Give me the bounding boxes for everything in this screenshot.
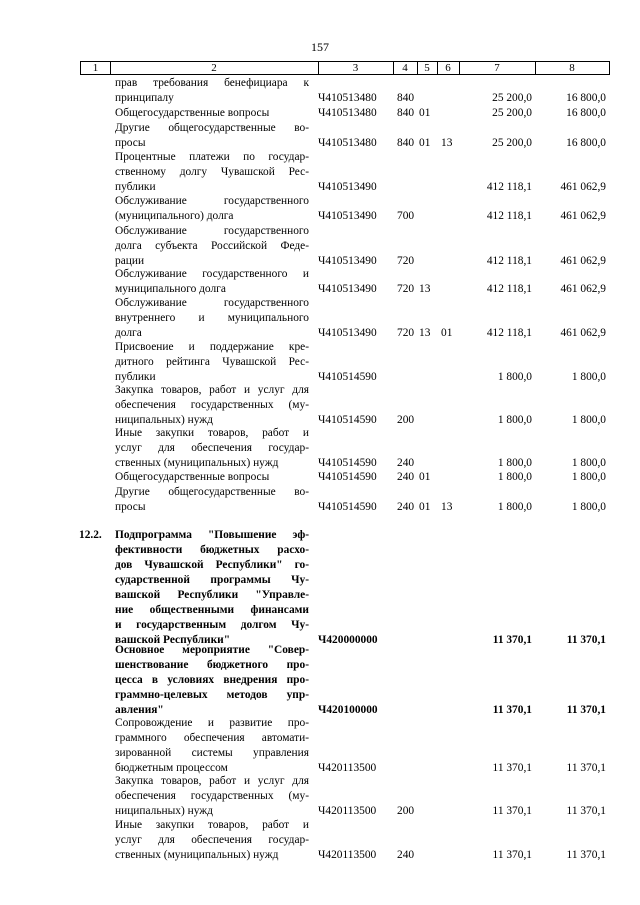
target-code: Ч420000000 (318, 634, 378, 646)
expense-type: 200 (397, 414, 415, 426)
expense-type: 200 (397, 805, 415, 817)
amount-year-2: 1 800,0 (571, 371, 606, 383)
expense-type: 720 (397, 283, 415, 295)
row-description (115, 224, 309, 269)
row-description (115, 106, 309, 121)
description-line: Общегосударственные вопросы (115, 107, 270, 119)
expense-type: 720 (397, 327, 415, 339)
amount-year-1: 25 200,0 (492, 107, 532, 119)
description-line: Обслуживание государственного и (115, 268, 309, 280)
amount-year-1: 412 118,1 (486, 327, 532, 339)
description-line: Иные закупки товаров, работ и (115, 427, 309, 439)
target-code: Ч410514590 (318, 457, 377, 469)
target-code: Ч420113500 (318, 762, 377, 774)
expense-type: 840 (397, 137, 415, 149)
amount-year-2: 461 062,9 (560, 283, 606, 295)
amount-year-1: 11 370,1 (492, 704, 532, 716)
header-col-1: 1 (92, 62, 99, 74)
amount-year-1: 25 200,0 (492, 92, 532, 104)
amount-year-1: 11 370,1 (492, 762, 532, 774)
expense-type: 240 (397, 457, 415, 469)
row-description (115, 296, 309, 341)
expense-type: 700 (397, 210, 415, 222)
amount-year-1: 11 370,1 (492, 805, 532, 817)
target-code: Ч420100000 (318, 704, 378, 716)
amount-year-2: 461 062,9 (560, 210, 606, 222)
row-description (115, 426, 309, 471)
description-line: долга субъекта Российской Феде- (115, 240, 309, 252)
amount-year-2: 461 062,9 (560, 255, 606, 267)
target-code: Ч410513490 (318, 255, 377, 267)
row-description (115, 340, 309, 385)
amount-year-2: 11 370,1 (566, 634, 606, 646)
description-line: ственных (муниципальных) нужд (115, 849, 279, 861)
expense-type: 240 (397, 501, 415, 513)
header-col-4: 4 (402, 62, 408, 74)
row-description (115, 485, 309, 515)
description-line: и государственным долгом Чу- (115, 619, 309, 631)
amount-year-1: 1 800,0 (497, 371, 532, 383)
description-line: принципалу (115, 92, 174, 104)
amount-year-1: 11 370,1 (492, 849, 532, 861)
header-col-6: 6 (445, 62, 451, 74)
target-code: Ч410514590 (318, 471, 377, 483)
amount-year-2: 16 800,0 (566, 107, 606, 119)
target-code: Ч410513490 (318, 210, 377, 222)
description-line: ниципальных) нужд (115, 805, 213, 817)
description-line: фективности бюджетных расхо- (115, 544, 309, 556)
description-line: вашской Республики" (115, 634, 231, 646)
description-line: обеспечения государственных (му- (115, 399, 309, 411)
amount-year-2: 461 062,9 (560, 327, 606, 339)
description-line: граммного обеспечения автомати- (115, 732, 309, 744)
description-line: дов Чувашской Республики" го- (115, 559, 309, 571)
description-line: прав требования бенефициара к (115, 77, 309, 89)
description-line: Процентные платежи по государ- (115, 151, 309, 163)
section: 01 (419, 471, 431, 483)
target-code: Ч410513480 (318, 137, 377, 149)
expense-type: 240 (397, 849, 415, 861)
amount-year-2: 1 800,0 (571, 457, 606, 469)
description-line: зированной системы управления (115, 747, 309, 759)
amount-year-2: 1 800,0 (571, 471, 606, 483)
expense-type: 840 (397, 107, 415, 119)
amount-year-2: 1 800,0 (571, 414, 606, 426)
header-col-7: 7 (494, 62, 500, 74)
description-line: Подпрограмма "Повышение эф- (115, 529, 309, 541)
row-description (115, 528, 309, 648)
amount-year-2: 16 800,0 (566, 137, 606, 149)
target-code: Ч410514590 (318, 501, 377, 513)
description-line: долга (115, 327, 142, 339)
amount-year-2: 11 370,1 (566, 762, 606, 774)
description-line: просы (115, 501, 146, 513)
description-line: просы (115, 137, 146, 149)
description-line: внутреннего и муниципального (115, 312, 309, 324)
target-code: Ч420113500 (318, 849, 377, 861)
row-description (115, 643, 309, 718)
row-description (115, 470, 309, 485)
description-line: Закупка товаров, работ и услуг для (115, 384, 309, 396)
description-line: Иные закупки товаров, работ и (115, 819, 309, 831)
amount-year-2: 1 800,0 (571, 501, 606, 513)
description-line: рации (115, 255, 145, 267)
description-line: обеспечения государственных (му- (115, 790, 309, 802)
amount-year-2: 11 370,1 (566, 704, 606, 716)
section: 01 (419, 137, 431, 149)
row-description (115, 150, 309, 195)
description-line: (муниципального) долга (115, 210, 234, 222)
row-description (115, 194, 309, 224)
row-number: 12.2. (79, 529, 102, 541)
row-description (115, 76, 309, 106)
description-line: Сопровождение и развитие про- (115, 717, 309, 729)
row-description (115, 121, 309, 151)
expense-type: 840 (397, 92, 415, 104)
description-line: муниципального долга (115, 283, 226, 295)
description-line: шенствование бюджетного про- (115, 659, 309, 671)
row-description (115, 774, 309, 819)
section: 13 (419, 283, 431, 295)
amount-year-1: 412 118,1 (486, 210, 532, 222)
description-line: Другие общегосударственные во- (115, 486, 309, 498)
description-line: Обслуживание государственного (115, 225, 309, 237)
target-code: Ч410513480 (318, 107, 377, 119)
description-line: Закупка товаров, работ и услуг для (115, 775, 309, 787)
target-code: Ч420113500 (318, 805, 377, 817)
description-line: публики (115, 181, 156, 193)
amount-year-1: 1 800,0 (497, 501, 532, 513)
amount-year-2: 461 062,9 (560, 181, 606, 193)
description-line: граммно-целевых методов упр- (115, 689, 309, 701)
description-line: Обслуживание государственного (115, 297, 309, 309)
description-line: дитного рейтинга Чувашской Рес- (115, 356, 309, 368)
table-header (80, 61, 610, 75)
amount-year-1: 1 800,0 (497, 457, 532, 469)
amount-year-1: 1 800,0 (497, 414, 532, 426)
target-code: Ч410514590 (318, 371, 377, 383)
amount-year-2: 11 370,1 (566, 849, 606, 861)
amount-year-2: 11 370,1 (566, 805, 606, 817)
target-code: Ч410514590 (318, 414, 377, 426)
header-col-3: 3 (352, 62, 359, 74)
description-line: цесса в условиях внедрения про- (115, 674, 309, 686)
row-description (115, 818, 309, 863)
description-line: бюджетным процессом (115, 762, 228, 774)
expense-type: 240 (397, 471, 415, 483)
target-code: Ч410513490 (318, 327, 377, 339)
description-line: Обслуживание государственного (115, 195, 309, 207)
description-line: Другие общегосударственные во- (115, 122, 309, 134)
target-code: Ч410513490 (318, 181, 377, 193)
amount-year-1: 412 118,1 (486, 181, 532, 193)
description-line: услуг для обеспечения государ- (115, 442, 309, 454)
description-line: ственному долгу Чувашской Рес- (115, 166, 309, 178)
description-line: Общегосударственные вопросы (115, 471, 270, 483)
description-line: ниципальных) нужд (115, 414, 213, 426)
row-description (115, 267, 309, 297)
description-line: вашской Республики "Управле- (115, 589, 309, 601)
description-line: Основное мероприятие "Совер- (115, 644, 309, 656)
target-code: Ч410513490 (318, 283, 377, 295)
description-line: ственных (муниципальных) нужд (115, 457, 279, 469)
amount-year-1: 11 370,1 (492, 634, 532, 646)
amount-year-1: 1 800,0 (497, 471, 532, 483)
row-description (115, 383, 309, 428)
header-col-5: 5 (424, 62, 430, 74)
amount-year-1: 412 118,1 (486, 283, 532, 295)
description-line: авления" (115, 704, 164, 716)
description-line: Присвоение и поддержание кре- (115, 341, 309, 353)
header-col-8: 8 (569, 62, 575, 74)
amount-year-1: 412 118,1 (486, 255, 532, 267)
section: 13 (419, 327, 431, 339)
amount-year-1: 25 200,0 (492, 137, 532, 149)
header-col-2: 2 (211, 62, 217, 74)
target-code: Ч410513480 (318, 92, 377, 104)
section: 01 (419, 501, 431, 513)
description-line: услуг для обеспечения государ- (115, 834, 309, 846)
page-number: 157 (311, 40, 329, 54)
subsection: 01 (441, 327, 453, 339)
amount-year-2: 16 800,0 (566, 92, 606, 104)
row-description (115, 716, 309, 776)
subsection: 13 (441, 501, 453, 513)
expense-type: 720 (397, 255, 415, 267)
description-line: публики (115, 371, 156, 383)
description-line: сударственной программы Чу- (115, 574, 309, 586)
section: 01 (419, 107, 431, 119)
description-line: ние общественными финансами (115, 604, 309, 616)
subsection: 13 (441, 137, 453, 149)
